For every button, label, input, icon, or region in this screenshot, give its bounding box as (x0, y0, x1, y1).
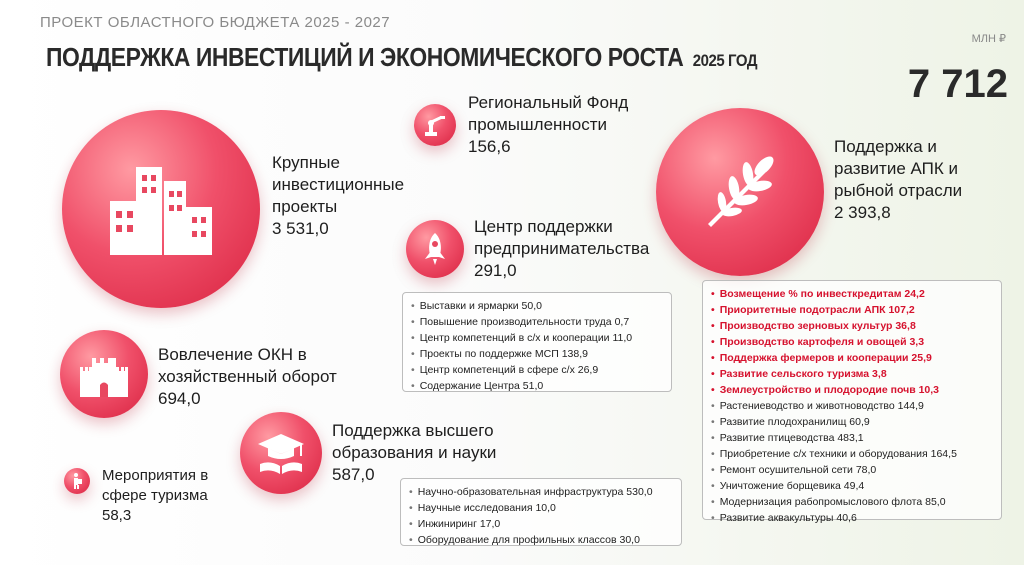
education-circle (240, 412, 322, 494)
detail-item: • Модернизация рабопромыслового флота 85,0 (711, 494, 993, 510)
invest-circle (62, 110, 260, 308)
education-details-list (409, 484, 673, 548)
tourism-value: 58,3 (102, 507, 132, 524)
robot-arm-icon (422, 112, 448, 138)
education-line1: Поддержка высшего (332, 421, 494, 440)
okn-label (158, 344, 337, 410)
center-line1: Центр поддержки (474, 217, 613, 236)
detail-item: • Развитие птицеводства 483,1 (711, 430, 993, 446)
apk-line3: рыбной отрасли (834, 181, 963, 200)
apk-line2: развитие АПК и (834, 159, 958, 178)
center-details-box (402, 292, 672, 392)
apk-details-box (702, 280, 1002, 524)
fund-line2: промышленности (468, 115, 608, 134)
center-value: 291,0 (474, 261, 517, 280)
detail-item: • Приобретение с/х техники и оборудования 164,5 (711, 446, 993, 462)
apk-line1: Поддержка и (834, 137, 937, 156)
page-title (46, 42, 757, 73)
fund-line1: Региональный Фонд (468, 93, 629, 112)
castle-icon (76, 349, 132, 399)
detail-item: • Возмещение % по инвесткредитам 24,2 (711, 286, 993, 302)
page-title-year: 2025 ГОД (692, 51, 758, 70)
tourism-circle (64, 468, 90, 494)
detail-item: • Научные исследования 10,0 (409, 500, 673, 516)
center-line2: предпринимательства (474, 239, 650, 258)
fund-value: 156,6 (468, 137, 511, 156)
okn-line2: хозяйственный оборот (158, 367, 337, 386)
fund-circle (414, 104, 456, 146)
detail-item: • Инжиниринг 17,0 (409, 516, 673, 532)
education-value: 587,0 (332, 465, 375, 484)
apk-label (834, 136, 962, 224)
tourism-label (102, 466, 208, 526)
graduation-cap-icon (254, 430, 308, 476)
header-subtitle: ПРОЕКТ ОБЛАСТНОГО БЮДЖЕТА 2025 - 2027 (40, 14, 391, 31)
education-details-box (400, 478, 682, 546)
buildings-icon (106, 159, 216, 259)
okn-line1: Вовлечение ОКН в (158, 345, 307, 364)
apk-value: 2 393,8 (834, 203, 891, 222)
invest-value: 3 531,0 (272, 219, 329, 238)
education-label (332, 420, 496, 486)
detail-item: • Уничтожение борщевика 49,4 (711, 478, 993, 494)
detail-item: • Производство картофеля и овощей 3,3 (711, 334, 993, 350)
center-circle (406, 220, 464, 278)
center-details-list (411, 298, 663, 394)
apk-circle (656, 108, 824, 276)
page-title-text: ПОДДЕРЖКА ИНВЕСТИЦИЙ И ЭКОНОМИЧЕСКОГО РОСТА (46, 42, 684, 72)
detail-item: • Ремонт осушительной сети 78,0 (711, 462, 993, 478)
education-line2: образования и науки (332, 443, 497, 462)
invest-line2: инвестиционные (272, 175, 405, 194)
tourist-icon (69, 472, 85, 490)
detail-item: • Производство зерновых культур 36,8 (711, 318, 993, 334)
invest-label (272, 152, 404, 240)
detail-item: • Оборудование для профильных классов 30,0 (409, 532, 673, 548)
detail-item: • Центр компетенций в сфере с/х 26,9 (411, 362, 663, 378)
detail-item: • Землеустройство и плодородие почв 10,3 (711, 382, 993, 398)
wheat-icon (700, 152, 780, 232)
detail-item: • Развитие аквакультуры 40,6 (711, 510, 993, 526)
detail-item: • Развитие плодохранилищ 60,9 (711, 414, 993, 430)
detail-item: • Растениеводство и животноводство 144,9 (711, 398, 993, 414)
tourism-line2: сфере туризма (102, 487, 208, 504)
okn-circle (60, 330, 148, 418)
rocket-icon (420, 231, 450, 267)
apk-details-list (711, 286, 993, 526)
fund-label (468, 92, 628, 158)
detail-item: • Развитие сельского туризма 3,8 (711, 366, 993, 382)
center-label (474, 216, 649, 282)
unit-label: МЛН ₽ (971, 33, 1006, 45)
detail-item: • Поддержка фермеров и кооперации 25,9 (711, 350, 993, 366)
detail-item: • Выставки и ярмарки 50,0 (411, 298, 663, 314)
detail-item: • Повышение производительности труда 0,7 (411, 314, 663, 330)
detail-item: • Научно-образовательная инфраструктура 530,0 (409, 484, 673, 500)
invest-line3: проекты (272, 197, 338, 216)
invest-line1: Крупные (272, 153, 340, 172)
okn-value: 694,0 (158, 389, 201, 408)
detail-item: • Содержание Центра 51,0 (411, 378, 663, 394)
total-value: 7 712 (907, 62, 1008, 106)
detail-item: • Приоритетные подотрасли АПК 107,2 (711, 302, 993, 318)
detail-item: • Центр компетенций в с/х и кооперации 11,0 (411, 330, 663, 346)
detail-item: • Проекты по поддержке МСП 138,9 (411, 346, 663, 362)
tourism-line1: Мероприятия в (102, 467, 209, 484)
